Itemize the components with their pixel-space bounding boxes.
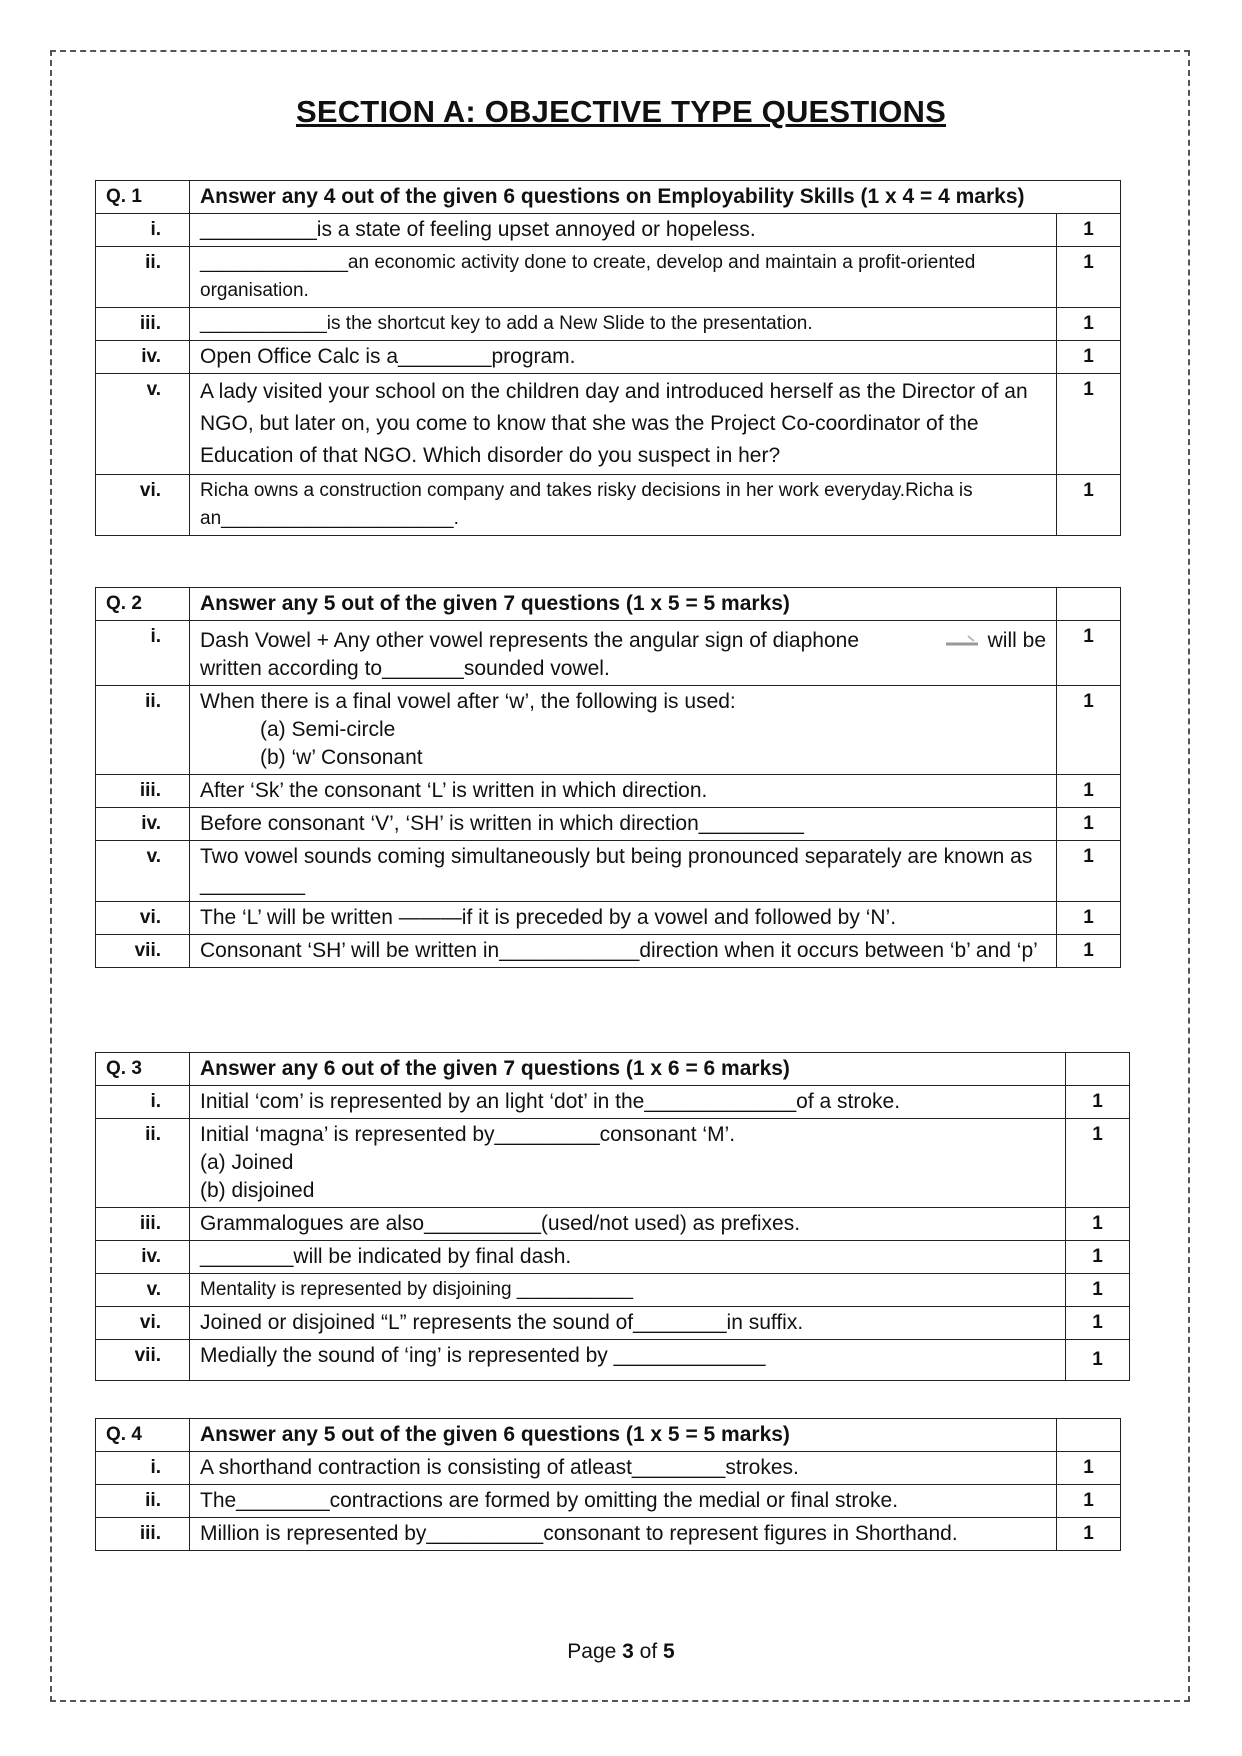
item-mark: 1	[1066, 1086, 1130, 1119]
empty-cell	[1057, 588, 1121, 621]
item-number: i.	[96, 621, 190, 686]
question-instruction: Answer any 4 out of the given 6 questions on Employability Skills (1 x 4 = 4 marks)	[190, 181, 1121, 214]
table-row	[96, 841, 1121, 902]
item-cell	[190, 621, 1057, 686]
item-number: vii.	[96, 1340, 190, 1381]
table-row	[96, 475, 1121, 536]
item-mark: 1	[1057, 1518, 1121, 1551]
item-mark: 1	[1057, 341, 1121, 374]
option-a: (a) Joined	[200, 1151, 294, 1174]
item-number: i.	[96, 214, 190, 247]
item-text: Joined or disjoined “L” represents the sound of________in suffix.	[190, 1307, 1066, 1340]
current-page: 3	[622, 1640, 634, 1663]
footer-prefix: Page	[567, 1640, 623, 1663]
item-text: __________is a state of feeling upset annoyed or hopeless.	[190, 214, 1057, 247]
table-row	[96, 1274, 1130, 1307]
table-row	[96, 935, 1121, 968]
item-mark: 1	[1057, 935, 1121, 968]
question-table-q2	[95, 587, 1121, 968]
item-number: vi.	[96, 475, 190, 536]
item-number: ii.	[96, 1485, 190, 1518]
item-mark: 1	[1057, 808, 1121, 841]
question-number: Q. 2	[96, 588, 190, 621]
option-a: (a) Semi-circle	[260, 718, 396, 741]
item-text: Grammalogues are also__________(used/not used) as prefixes.	[190, 1208, 1066, 1241]
item-mark: 1	[1066, 1274, 1130, 1307]
table-row	[96, 1518, 1121, 1551]
item-text: ______________an economic activity done to create, develop and maintain a profit-oriented organisation.	[190, 247, 1057, 308]
item-text: Before consonant ‘V’, ‘SH’ is written in which direction_________	[190, 808, 1057, 841]
option-b: (b) ‘w’ Consonant	[260, 746, 423, 769]
table-row	[96, 1241, 1130, 1274]
question-number: Q. 1	[96, 181, 190, 214]
item-number: v.	[96, 374, 190, 475]
item-number: iv.	[96, 1241, 190, 1274]
question-instruction: Answer any 5 out of the given 7 questions (1 x 5 = 5 marks)	[190, 588, 1057, 621]
table-row	[96, 686, 1121, 775]
table-row	[96, 1119, 1130, 1208]
item-mark: 1	[1057, 308, 1121, 341]
item-text: Initial ‘com’ is represented by an light ‘dot’ in the_____________of a stroke.	[190, 1086, 1066, 1119]
item-number: iii.	[96, 1208, 190, 1241]
item-text: Medially the sound of ‘ing’ is represented by _____________	[190, 1340, 1066, 1381]
item-number: iii.	[96, 1518, 190, 1551]
item-text: The ‘L’ will be written ———if it is preceded by a vowel and followed by ‘N’.	[190, 902, 1057, 935]
table-row	[96, 214, 1121, 247]
table-row	[96, 308, 1121, 341]
question-table-q1	[95, 180, 1121, 536]
item-number: ii.	[96, 686, 190, 775]
diaphone-sign-icon	[944, 632, 980, 650]
total-pages: 5	[663, 1640, 675, 1663]
section-title: SECTION A: OBJECTIVE TYPE QUESTIONS	[295, 94, 947, 129]
item-mark: 1	[1066, 1340, 1130, 1381]
item-number: iv.	[96, 341, 190, 374]
item-mark: 1	[1057, 214, 1121, 247]
item-number: vii.	[96, 935, 190, 968]
item-number: ii.	[96, 247, 190, 308]
empty-cell	[1066, 1053, 1130, 1086]
item-mark: 1	[1057, 841, 1121, 902]
item-number: iii.	[96, 308, 190, 341]
item-text: Initial ‘magna’ is represented by_________consonant ‘M’.	[200, 1123, 736, 1146]
table-row	[96, 1086, 1130, 1119]
table-row	[96, 1053, 1130, 1086]
table-row	[96, 1419, 1121, 1452]
item-mark: 1	[1066, 1241, 1130, 1274]
table-row	[96, 181, 1121, 214]
item-text: Consonant ‘SH’ will be written in____________direction when it occurs between ‘b’ and ‘p’	[190, 935, 1057, 968]
table-row	[96, 247, 1121, 308]
table-row	[96, 1485, 1121, 1518]
item-mark: 1	[1057, 686, 1121, 775]
table-row	[96, 775, 1121, 808]
page-footer	[0, 1640, 1242, 1664]
item-cell	[190, 686, 1057, 775]
item-text: Two vowel sounds coming simultaneously but being pronounced separately are known as _________	[190, 841, 1057, 902]
item-text: The________contractions are formed by omitting the medial or final stroke.	[190, 1485, 1057, 1518]
item-mark: 1	[1057, 1452, 1121, 1485]
footer-middle: of	[633, 1640, 664, 1663]
item-number: v.	[96, 1274, 190, 1307]
table-row	[96, 902, 1121, 935]
item-mark: 1	[1057, 374, 1121, 475]
table-row	[96, 1452, 1121, 1485]
empty-cell	[1057, 1419, 1121, 1452]
item-cell	[190, 1119, 1066, 1208]
item-number: vi.	[96, 902, 190, 935]
item-text: Open Office Calc is a________program.	[190, 341, 1057, 374]
table-row	[96, 1307, 1130, 1340]
question-number: Q. 4	[96, 1419, 190, 1452]
table-row	[96, 1340, 1130, 1381]
table-row	[96, 808, 1121, 841]
item-text: After ‘Sk’ the consonant ‘L’ is written in which direction.	[190, 775, 1057, 808]
table-row	[96, 374, 1121, 475]
option-b: (b) disjoined	[200, 1179, 315, 1202]
item-text: When there is a final vowel after ‘w’, the following is used:	[200, 690, 736, 713]
item-text-line2: written according to_______sounded vowel.	[200, 657, 610, 680]
table-row	[96, 621, 1121, 686]
item-text: Million is represented by__________consonant to represent figures in Shorthand.	[190, 1518, 1057, 1551]
table-row	[96, 341, 1121, 374]
item-number: ii.	[96, 1119, 190, 1208]
item-text: ____________is the shortcut key to add a New Slide to the presentation.	[190, 308, 1057, 341]
item-text: Dash Vowel + Any other vowel represents the angular sign of diaphone	[200, 629, 860, 652]
question-instruction: Answer any 5 out of the given 6 questions (1 x 5 = 5 marks)	[190, 1419, 1057, 1452]
item-mark: 1	[1066, 1307, 1130, 1340]
item-number: iv.	[96, 808, 190, 841]
item-mark: 1	[1057, 775, 1121, 808]
item-number: vi.	[96, 1307, 190, 1340]
item-text: ________will be indicated by final dash.	[190, 1241, 1066, 1274]
item-mark: 1	[1057, 475, 1121, 536]
item-text: A shorthand contraction is consisting of atleast________strokes.	[190, 1452, 1057, 1485]
item-mark: 1	[1066, 1208, 1130, 1241]
item-text: A lady visited your school on the children day and introduced herself as the Director of an NGO, but later on, you come to know that she was the Project Co-coordinator of the Education of that NGO. Which disorder do you suspect in her?	[190, 374, 1057, 475]
question-number: Q. 3	[96, 1053, 190, 1086]
question-instruction: Answer any 6 out of the given 7 questions (1 x 6 = 6 marks)	[190, 1053, 1066, 1086]
question-table-q3	[95, 1052, 1130, 1381]
item-number: i.	[96, 1452, 190, 1485]
item-text: Richa owns a construction company and takes risky decisions in her work everyday.Richa is an______________________.	[190, 475, 1057, 536]
item-mark: 1	[1066, 1119, 1130, 1208]
item-mark: 1	[1057, 247, 1121, 308]
item-mark: 1	[1057, 621, 1121, 686]
item-number: i.	[96, 1086, 190, 1119]
question-table-q4	[95, 1418, 1121, 1551]
item-number: iii.	[96, 775, 190, 808]
item-number: v.	[96, 841, 190, 902]
item-mark: 1	[1057, 1485, 1121, 1518]
table-row	[96, 1208, 1130, 1241]
item-text-end: will be	[987, 629, 1046, 652]
item-text: Mentality is represented by disjoining ___________	[190, 1274, 1066, 1307]
table-row	[96, 588, 1121, 621]
item-mark: 1	[1057, 902, 1121, 935]
